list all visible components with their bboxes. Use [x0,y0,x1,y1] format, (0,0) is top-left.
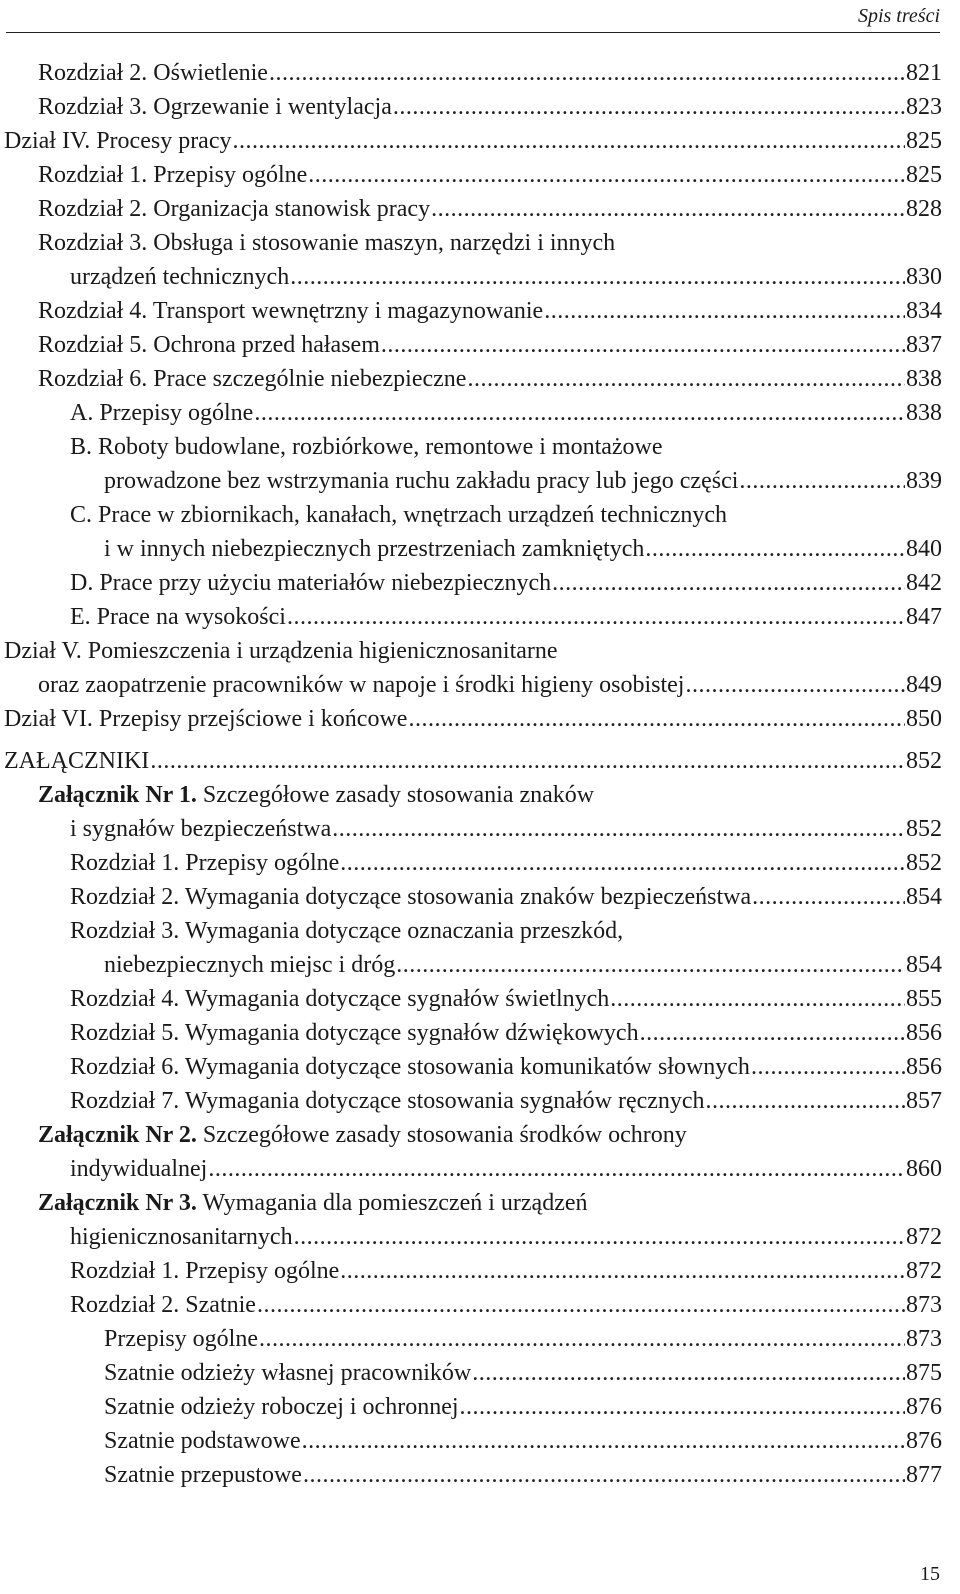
dot-leader [340,1254,905,1288]
toc-entry-title [38,362,466,396]
toc-entry [0,1084,942,1118]
toc-page-number: 872 [906,1224,942,1250]
toc-entry-title [38,294,543,328]
dot-leader [232,124,905,158]
toc-entry [0,846,942,880]
toc-entry-line [0,1424,942,1458]
toc-entry-line [0,1084,942,1118]
dot-leader [381,328,905,362]
toc-entry-title [70,846,339,880]
toc-entry [0,1016,942,1050]
toc-page-number: 838 [906,400,942,426]
toc-entry-title [104,1424,301,1458]
toc-entry-text: E. Prace na wysokości [70,604,286,630]
toc-entry-text: Rozdział 1. Przepisy ogólne [38,162,308,188]
toc-page-number: 852 [906,816,942,842]
toc-entry-line [0,1288,942,1322]
toc-entry-line [0,702,942,736]
toc-entry-continuation [0,668,942,702]
toc-entry-line [0,124,942,158]
toc-entry-text: Rozdział 2. Oświetlenie [38,60,268,86]
dot-leader [610,982,905,1016]
dot-leader [254,396,905,430]
toc-page-number: 876 [906,1428,942,1454]
toc-entry [0,634,942,702]
toc-entry [0,1458,942,1492]
toc-entry-text: Rozdział 5. Wymagania dotyczące sygnałów dźwiękowych [70,1020,639,1046]
toc-entry-title [38,1118,687,1152]
toc-entry-continuation-text: oraz zaopatrzenie pracowników w napoje i środki higieny osobistej [38,672,685,698]
toc-page-number: 837 [906,332,942,358]
toc-entry [0,294,942,328]
toc-entry-title [38,158,307,192]
toc-entry-line [0,90,942,124]
toc-page-number: 847 [906,604,942,630]
toc-entry-continuation [0,1220,942,1254]
toc-entry [0,744,942,778]
toc-entry-text: Rozdział 4. Wymagania dotyczące sygnałów świetlnych [70,986,610,1012]
toc-entry-line [0,362,942,396]
toc-entry-line [0,1050,942,1084]
toc-entry [0,600,942,634]
toc-entry-text: Szczegółowe zasady stosowania znaków [196,782,595,808]
toc-entry-line [0,914,942,948]
dot-leader [340,846,905,880]
toc-entry-continuation [0,812,942,846]
toc-entry [0,1288,942,1322]
toc-page-number: 849 [906,672,942,698]
dot-leader [259,1322,905,1356]
toc-entry-title [38,778,594,812]
toc-page-number: 875 [906,1360,942,1386]
dot-leader [257,1288,905,1322]
toc-entry-line [0,880,942,914]
dot-leader [290,260,905,294]
toc-entry [0,1390,942,1424]
toc-entry-title [104,1458,302,1492]
toc-entry-text: Rozdział 1. Przepisy ogólne [70,850,340,876]
toc-page-number: 828 [906,196,942,222]
toc-entry-text: Rozdział 2. Wymagania dotyczące stosowania znaków bezpieczeństwa [70,884,752,910]
toc-entry-continuation [0,948,942,982]
toc-entry-text: Rozdział 3. Ogrzewanie i wentylacja [38,94,392,120]
toc-entry-continuation [0,1152,942,1186]
toc-entry-text: Przepisy ogólne [104,1326,258,1352]
toc-entry-title [38,192,430,226]
toc-entry [0,192,942,226]
toc-entry-continuation [0,532,942,566]
dot-leader [645,532,905,566]
toc-entry-text: B. Roboty budowlane, rozbiórkowe, remontowe i montażowe [70,434,663,460]
toc-entry-text: Szatnie przepustowe [104,1462,302,1488]
toc-page-number: 872 [906,1258,942,1284]
toc-entry [0,566,942,600]
header-rule [6,32,940,33]
toc-entry [0,328,942,362]
toc-entry-continuation [0,464,942,498]
toc-entry-title [104,1390,459,1424]
dot-leader [472,1356,905,1390]
dot-leader [431,192,905,226]
toc-entry-text: Dział VI. Przepisy przejściowe i końcowe [4,706,408,732]
toc-entry-text: Szatnie odzieży roboczej i ochronnej [104,1394,459,1420]
dot-leader [408,702,905,736]
toc-entry-text: Rozdział 4. Transport wewnętrzny i magazynowanie [38,298,544,324]
toc-entry-text: A. Przepisy ogólne [70,400,254,426]
toc-entry-line [0,1186,942,1220]
toc-entry-text: Rozdział 7. Wymagania dotyczące stosowania sygnałów ręcznych [70,1088,705,1114]
dot-leader [467,362,905,396]
toc-entry [0,1050,942,1084]
toc-entry-continuation-text: urządzeń technicznych [70,264,290,290]
toc-entry-text: Rozdział 6. Wymagania dotyczące stosowania komunikatów słownych [70,1054,750,1080]
toc-entry [0,1322,942,1356]
toc-entry-title [4,702,407,736]
toc-entry-title [70,600,286,634]
toc-entry-title [70,498,727,532]
running-header: Spis treści [857,5,940,27]
dot-leader [751,1050,905,1084]
dot-leader [552,566,905,600]
dot-leader [308,158,905,192]
toc-entry-line [0,982,942,1016]
toc-entry-title [70,982,609,1016]
annex-label: Załącznik Nr 2. [38,1122,197,1148]
dot-leader [460,1390,905,1424]
toc-entry [0,1186,942,1254]
toc-entry-title [4,634,558,668]
toc-page-number: 823 [906,94,942,120]
toc-entry [0,914,942,982]
toc-entry-title [70,880,751,914]
toc-entry-continuation-text: niebezpiecznych miejsc i dróg [104,952,396,978]
toc-entry-line [0,744,942,778]
toc-page-number: 838 [906,366,942,392]
toc-entry-title [70,1084,705,1118]
toc-entry-text: Rozdział 6. Prace szczególnie niebezpieczne [38,366,467,392]
dot-leader [752,880,905,914]
toc-entry [0,1356,942,1390]
annex-label: Załącznik Nr 1. [38,782,197,808]
toc-page-number: 830 [906,264,942,290]
toc-entry [0,498,942,566]
table-of-contents [0,56,942,1492]
dot-leader [287,600,905,634]
toc-page-number: 876 [906,1394,942,1420]
toc-page-number: 852 [906,748,942,774]
toc-entry-line [0,1356,942,1390]
toc-entry-text: Rozdział 2. Organizacja stanowisk pracy [38,196,431,222]
dot-leader [739,464,905,498]
toc-entry-line [0,294,942,328]
toc-entry-text: Rozdział 2. Szatnie [70,1292,256,1318]
toc-entry-continuation-text: i w innych niebezpiecznych przestrzeniach zamkniętych [104,536,645,562]
toc-entry-title [38,1186,588,1220]
toc-entry-text: Rozdział 5. Ochrona przed hałasem [38,332,380,358]
toc-page-number: 854 [906,884,942,910]
dot-leader [269,56,905,90]
toc-entry [0,90,942,124]
toc-entry-text: Rozdział 3. Obsługa i stosowanie maszyn, narzędzi i innych [38,230,616,256]
toc-entry-line [0,1118,942,1152]
toc-entry [0,362,942,396]
annex-label: Załącznik Nr 3. [38,1190,197,1216]
toc-entry-title [70,1288,256,1322]
toc-entry-line [0,634,942,668]
toc-page-number: 873 [906,1326,942,1352]
toc-page-number: 856 [906,1020,942,1046]
toc-entry-title [4,124,231,158]
toc-entry-line [0,56,942,90]
toc-entry [0,1118,942,1186]
toc-entry-continuation-text: i sygnałów bezpieczeństwa [70,816,332,842]
toc-entry [0,982,942,1016]
toc-entry-continuation-text: prowadzone bez wstrzymania ruchu zakładu pracy lub jego części [104,468,739,494]
toc-entry-line [0,566,942,600]
dot-leader [685,668,905,702]
toc-entry [0,226,942,294]
toc-page-number: 850 [906,706,942,732]
toc-page-number: 857 [906,1088,942,1114]
toc-entry-title [104,1322,258,1356]
toc-entry-title [38,226,615,260]
toc-entry-text: Szatnie odzieży własnej pracowników [104,1360,472,1386]
toc-entry [0,56,942,90]
toc-entry-title [70,1016,639,1050]
toc-entry-line [0,1322,942,1356]
toc-entry-line [0,1458,942,1492]
dot-leader [294,1220,905,1254]
toc-entry-line [0,600,942,634]
toc-entry-continuation-text: indywidualnej [70,1156,208,1182]
toc-entry-title [38,328,380,362]
toc-entry-title [70,1254,339,1288]
toc-entry [0,778,942,846]
toc-entry [0,396,942,430]
toc-entry-line [0,1016,942,1050]
dot-leader [150,744,905,778]
dot-leader [706,1084,905,1118]
toc-entry-continuation [0,260,942,294]
toc-entry-text: D. Prace przy użyciu materiałów niebezpiecznych [70,570,552,596]
toc-entry [0,880,942,914]
toc-entry-line [0,846,942,880]
toc-entry-continuation-text: higienicznosanitarnych [70,1224,293,1250]
toc-entry-text: Wymagania dla pomieszczeń i urządzeń [196,1190,588,1216]
toc-entry-title [70,396,253,430]
toc-page-number: 877 [906,1462,942,1488]
dot-leader [302,1424,905,1458]
toc-entry-title [104,1356,471,1390]
toc-entry-text: Dział V. Pomieszczenia i urządzenia higienicznosanitarne [4,638,558,664]
dot-leader [393,90,905,124]
toc-entry [0,1254,942,1288]
toc-entry-title [4,744,149,778]
dot-leader [303,1458,905,1492]
dot-leader [332,812,905,846]
toc-entry-title [70,1050,750,1084]
toc-entry-title [70,566,551,600]
toc-entry-text: Szatnie podstawowe [104,1428,301,1454]
toc-entry-line [0,1390,942,1424]
toc-entry-text: ZAŁĄCZNIKI [4,748,150,774]
toc-page-number: 825 [906,128,942,154]
dot-leader [544,294,905,328]
toc-page-number: 852 [906,850,942,876]
toc-entry-line [0,498,942,532]
toc-page-number: 840 [906,536,942,562]
toc-page-number: 834 [906,298,942,324]
toc-entry-title [70,430,663,464]
toc-page-number: 842 [906,570,942,596]
dot-leader [640,1016,905,1050]
toc-page-number: 855 [906,986,942,1012]
page-number: 15 [920,1563,940,1585]
dot-leader [208,1152,905,1186]
toc-page-number: 839 [906,468,942,494]
toc-entry-line [0,430,942,464]
toc-page-number: 825 [906,162,942,188]
toc-entry [0,124,942,158]
toc-page-number: 860 [906,1156,942,1182]
toc-page-number: 873 [906,1292,942,1318]
toc-entry-text: Rozdział 1. Przepisy ogólne [70,1258,340,1284]
toc-entry [0,1424,942,1458]
toc-page-number: 856 [906,1054,942,1080]
toc-entry-title [70,914,623,948]
toc-page-number: 821 [906,60,942,86]
toc-entry-text: Szczegółowe zasady stosowania środków ochrony [196,1122,687,1148]
toc-entry-line [0,328,942,362]
toc-entry-text: C. Prace w zbiornikach, kanałach, wnętrzach urządzeń technicznych [70,502,727,528]
toc-page-number: 854 [906,952,942,978]
toc-entry [0,158,942,192]
toc-entry-line [0,192,942,226]
toc-entry-line [0,1254,942,1288]
toc-entry [0,430,942,498]
toc-entry [0,702,942,736]
toc-entry-text: Dział IV. Procesy pracy [4,128,232,154]
toc-entry-line [0,226,942,260]
toc-entry-title [38,56,268,90]
toc-entry-line [0,778,942,812]
toc-entry-line [0,396,942,430]
toc-entry-line [0,158,942,192]
toc-entry-text: Rozdział 3. Wymagania dotyczące oznaczania przeszkód, [70,918,624,944]
toc-entry-title [38,90,392,124]
dot-leader [396,948,905,982]
